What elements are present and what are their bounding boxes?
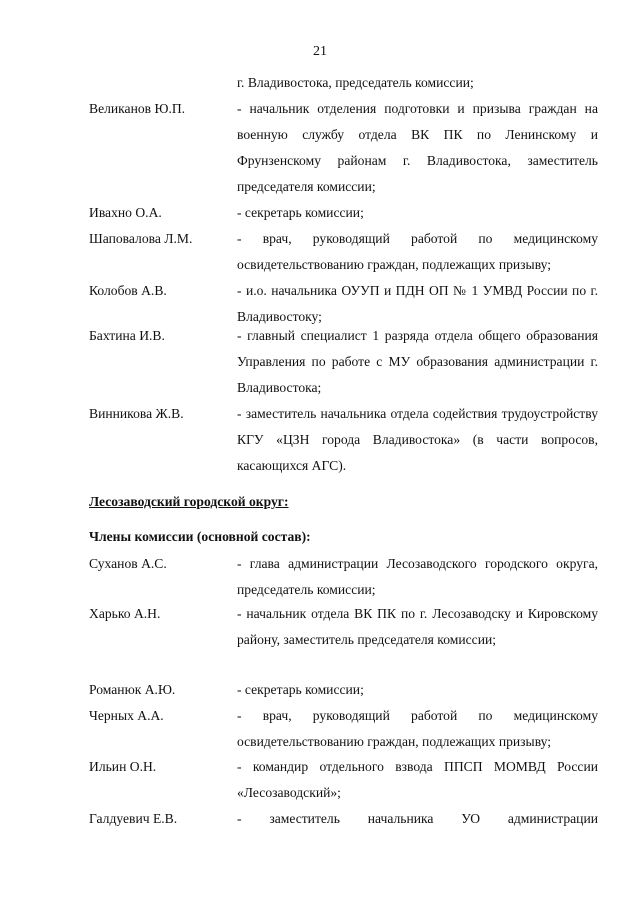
page-number: 21 xyxy=(313,44,327,59)
member-name: Суханов А.С. xyxy=(89,556,167,571)
member-name: Винникова Ж.В. xyxy=(89,406,184,421)
member-role: - глава администрации Лесозаводского городского округа, председатель комиссии; xyxy=(237,556,598,597)
member-role: - командир отдельного взвода ППСП МОМВД России «Лесозаводский»; xyxy=(237,759,598,800)
member-name: Колобов А.В. xyxy=(89,283,167,298)
member-name: Шаповалова Л.М. xyxy=(89,231,193,246)
section-subtitle: Члены комиссии (основной состав): xyxy=(89,529,311,544)
member-role: - врач, руководящий работой по медицинскому освидетельствованию граждан, подлежащих призыву; xyxy=(237,708,598,749)
member-name: Великанов Ю.П. xyxy=(89,101,186,116)
member-name: Ильин О.Н. xyxy=(89,759,157,774)
member-name: Черных А.А. xyxy=(89,708,164,723)
member-name: Романюк А.Ю. xyxy=(89,682,176,697)
member-role: - и.о. начальника ОУУП и ПДН ОП № 1 УМВД России по г. Владивостоку; xyxy=(237,283,598,324)
member-role: - начальник отделения подготовки и призыва граждан на военную службу отдела ВК ПК по Ленинскому и Фрунзенскому районам г. Владивостока, заместитель председателя комиссии; xyxy=(237,101,598,194)
member-role: - заместитель начальника отдела содействия трудоустройству КГУ «ЦЗН города Владивостока» (в части вопросов, касающихся АГС). xyxy=(237,406,598,473)
member-role: - заместитель начальника УО администрации xyxy=(237,811,598,826)
member-name: Харько А.Н. xyxy=(89,606,161,621)
member-role: - главный специалист 1 разряда отдела общего образования Управления по работе с МУ образования администрации г. Владивостока; xyxy=(237,328,598,395)
member-role: - врач, руководящий работой по медицинскому освидетельствованию граждан, подлежащих призыву; xyxy=(237,231,598,272)
member-name: Ивахно О.А. xyxy=(89,205,162,220)
member-name: Бахтина И.В. xyxy=(89,328,165,343)
member-role: г. Владивостока, председатель комиссии; xyxy=(237,75,474,90)
member-name: Галдуевич Е.В. xyxy=(89,811,178,826)
member-role: - начальник отдела ВК ПК по г. Лесозаводску и Кировскому району, заместитель председателя комиссии; xyxy=(237,606,598,647)
member-role: - секретарь комиссии; xyxy=(237,682,364,697)
member-role: - секретарь комиссии; xyxy=(237,205,364,220)
section-title: Лесозаводский городской округ: xyxy=(89,494,289,509)
